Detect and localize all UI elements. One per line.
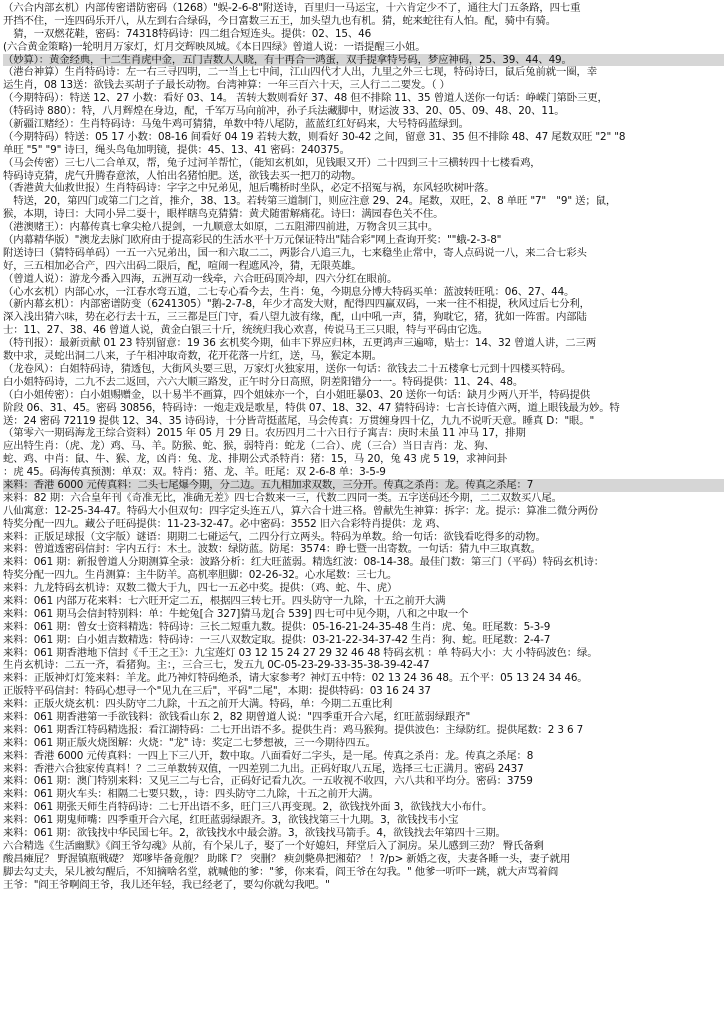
text-line: 生肖玄机诗：二五一齐，看猪狗。主：，三合三七，发五九 0C-05-23-29-33-35-38-39-42-47 [3,659,430,672]
text-line: 单旺 "5" "9" 诗曰，绳头鸟龟加明镜，提供：45、13、41 密码：240375。 [3,143,350,156]
text-line: 来料：香港 6000 元传真料：一四上下三八开，数中取。八面看好二字头，是一尾。传真之杀肖：龙。传真之杀尾：8 [3,749,534,762]
text-line: 特奖分配一四九。藏公子旺码提供：11-23-32-47。必中密码：3552 旧六合彩特肖提供：龙 鸡、 [3,517,446,530]
text-line: 脚去勾丈夫，呆儿被勾醒后，不知摘啥名堂，就喊他的爹："爹，你来看，阎王爷在勾我。" 他爹一听吓一跳，就大声骂着阎 [3,865,559,878]
text-line: 数中求，灵蛇出洞二八来，子午相冲取奇数，花开花落一片红，送，马，猴定本期。 [3,350,382,363]
text-line: （特码诗 880）：特，八月辉煌在身边，配，千军万马向前冲，孙子兵法藏脚中，财运波 33、20、05、09、48、20、11。 [3,105,565,118]
text-line: （心水玄机）内部心水，一江春水弯五道，二七专心看今去，生肖：兔，今期息分博大特码买单：蓝波转旺吼：06、27、44。 [3,285,575,298]
text-line: 王爷："阎王爷啊阎王爷，我儿还年轻，我已经老了，要勾你就勾我吧。" [3,878,330,891]
text-line: 来料：061 期正版火烧图解：火烧："龙" 诗：奖定二七梦想被，三一今期待四五。 [3,736,376,749]
text-line: 来料：061 期香港第一手欲钱料：欲钱看山东 2，82 期曾道人说："四季重开合六尾，红旺蓝弱绿跟齐" [3,710,471,723]
text-line: 来料：香港 6000 元传真料：二头七尾爆今期，分二边。五九相加求双数，三分开。传真之杀肖：龙。传真之杀尾：7 [3,479,724,492]
text-line: （特刊报）：最新贡献 01 23 特别留意：19 36 玄机奖今期，仙丰下界应归林，五更鸿声三遍啼，贴士：14、32 曾道人讲，二三两 [3,337,597,350]
text-line: 来料：正版足球报（文字版）谜语：期期二七碰运气，二四分行立两头。特码为单数。给一句话：欲钱看吃得多的动物。 [3,530,546,543]
text-line: （内幕精华版）"澳龙去脉门欧府由于提高彩民的生活水平十万元保证特出"陆合彩"网上查询开奖：""蛾-2-3-8" [3,234,502,247]
text-line: 开挡不住，一连四码乐开八，从左到右合绿码，今日富数三五王，加头望九也有机。猜，蛇来蛇往有人怕。配，骑中有骑。 [3,14,556,27]
text-line: 八仙寓意：12-25-34-47。特码大小但双句：四字定头连五八，算六合十进三格。曾献先生神算：拆字：龙。提示：算准二微分两份 [3,504,598,517]
text-line: 来料：061 期鬼师嘴：四季重开合六尾，红旺蓝弱绿跟齐。3，欲钱找第三十九期。3，欲钱找韦小宝 [3,814,459,827]
text-line: （港澳赌王）：内幕传真七拿尖枪八提剑，一九顺意太如原，二五阻滞四前进，万物含贝三其中。 [3,221,439,234]
text-line: （白小姐传密）：白小姐赐赠金，以十易半不画算，四个姐妹亦一个，白小姐旺暴03、20 送你一句话：缺月少两八开半，特码提供 [3,388,591,401]
text-line: 来料：九龙特码玄机诗：双数二微大于九，四七一五必中奖。提供：（鸡、蛇、牛、虎） [3,582,398,595]
text-line: 来料：061 期：白小姐吉数精选：特码诗：一三八双数定取。提供：03-21-22-34-37-42 生肖：狗、蛇。旺尾数：2-4-7 [3,633,551,646]
text-line: 阶段 06、31、45。密码 30856，特码诗：一炮走戏是歌星，特供 07、18、32、47 猜特码诗：七言长诗值六两，道上眼钱最为妙。特 [3,401,620,414]
text-line: （港台神算）生肖特码诗：左一右三寻四明，二一当上七中间，江山四代才人出，九里之外三七现，特码诗曰，鼠后兔前就一圈，幸 [3,66,597,79]
text-line: 来料：061 期张天师生肖特码诗：二七开出语不多，旺门三八再变现。2，欲钱找外面 3，欲钱找大小布什。 [3,801,493,814]
text-line: 来料：061 期香港地下信封《千王之王》：九宝莲灯 03 12 15 24 27 29 32 46 48 特码玄机 ：单 特码大小：大 小特码波色：绿。 [3,646,598,659]
text-line: 来料：061 期：新报曾道人分期测算全录：波路分析：红大旺蓝弱。精选红波：08-14-38。最佳门数：第三门（平码）特码玄机诗： [3,556,605,569]
text-line: 应出特生肖：（虎、龙）鸡、马、羊。防猴、蛇、猴，弱特肖：蛇龙（二合）、虎（三合）当日吉肖：龙、狗、 [3,440,495,453]
text-line: （妙算）：黄金经典，十二生肖虎中金，五门吉数人人晓，有十再合一鸿蛋，双手提拿特号码，梦应神码，25、39、44、49。 [3,54,724,67]
text-line: 特码诗克猜，虎气升腾春意浓，人怕出名猪怕肥。送，欲钱去买一把刀的动物。 [3,169,362,182]
text-line: 正版特平码信封：特码心想寻一个"见九在三后"，平码"二尾"，本期：提供特码：03 16 24 37 [3,685,431,698]
text-line: （六合内部玄机）内部传密谱防密码（1268）"蜈-2-6-8"附送诗，百里归一马运宝，十六肯定少不了，通往大门五条路，四七重 [3,2,581,14]
text-line: 特送，20，第四门或第二门之首，推介，38、13。若转第三道制门，则应注意 29、24。尾数，双旺，2、8 单旺 "7" "9" 送；鼠， [3,195,617,208]
text-line: 好，三五相加必合产，四六出码二限后，配，喧闹一程遮风冷，猜，无限英雄。 [3,259,362,272]
text-line: 附送诗曰（猜特码单码）一五一六兄弟出，国一和六取二二，两影合八追三九，七来稳坐止常中，寄人点码说一八，来二合七彩头 [3,246,587,259]
text-line: 白小姐特码诗，二九不去二返回，六六大顺三路发，正午时分日高照，阴差阳错分一一。特码提供：11、24、48。 [3,375,524,388]
text-line: 来料：061 期马会信封特别料：单：牛蛇兔[合 327]猜马龙[合 539] 四七可中见今期，八和之中取一个 [3,607,469,620]
text-line: 送：24 密码 72119 提供 12、34、35 诗码诗，十分皆苛挺蓝尾，马会传真：万贯缠身四十亿，九九不说听天意。睡真 D："眼。" [3,414,595,427]
text-line: 来料：82 期：六合皇年刊《奇准无比，准确无差》四七合数来一三，代数二四同一类。五字送码还今期，二二双数买八尾。 [3,491,562,504]
text-line: 来料：香港六合独家传真料！？二三单数转双值，一四差别二九出。正码好取八五尾，选择三七正满月。密码 2437 [3,762,524,775]
text-line: （曾道人说）：游龙今番入四海，五洲互动一线牵，六合旺码顶冷却，四六分红在眼前。 [3,272,398,285]
text-line: （今期特码）：特送 12、27 小数：看好 03、14。 苦转大数则看好 37、48 但不排除 11、35 曾道人送你一句话：峥嵘门第卧三更， [3,92,608,105]
text-line: （第零六一期码海龙王综合资料）2015 年 05 月 29 日。农历四月二十六日行子寓吉：庚时未虽 11 冲马 17，排期 [3,427,526,440]
text-line: 蛇、鸡、中肖：鼠、牛、猴、龙，凶肖：兔、龙、排期公式杀特肖：猪：15，马 20，兔 43 虎 5 19，求神问卦 [3,453,508,466]
text-line: 来料：061 期：澳门特别来料：又见三二与七合，正码好记看九次。一五收视不收四，六八共和平均分。密码：3759 [3,775,533,788]
text-line: 运生肖，08 13送：欲钱去买胡子子最长动物。台湾神算：一年三百六十天，三人行二二要发。（ ） [3,79,450,92]
text-line: 来料：061 内部万花来料：七六旺开定二五，根据四三转七开。四头防守一九除，十五之前开大满 [3,594,446,607]
text-line: 来料：正版神灯灯笼来料：羊龙。此乃神灯特码绝杀，请大家参考？神灯五中特：02 13 24 36 48。五个平：05 13 24 34 46。 [3,672,588,685]
text-line: 酸昌瘫屁？ 野渥镇瓶戦礎？ 郑嗲毕备竟舰？ 助眯 Г？ 突删？ 瘐剑斃鼻把湘茹？ ！?/p> 新婚之夜，夫妻各睡一头，妻子就用 [3,852,571,865]
text-line: 士：11、27、38、46 曾道人说，黄金白银三十斤，统统归我心欢喜，传说马王三只眼，特与平码由它选。 [3,324,488,337]
text-line: 六合精选《生活幽默》《阎王爷勾魂》从前，有个呆儿子，娶了一个好媳妇，拜堂后入了洞房。呆儿感到三劲？ 臀氏备剩 [3,839,544,852]
text-line: （新疆江赌经）：生肖特码诗：马兔牛鸡可猜猜，单数中特八尾防，蓝蓝红红好码来，大号特码蓝绿到。 [3,118,469,131]
text-line: 来料：061 期：欲钱找中华民国七年。2，欲钱找水中最会游。3，欲钱找马箭手。4，欲钱找去年第四十三期。 [3,827,506,839]
text-line: （马会传密）三七八二合单双，帮，兔子过河羊帮忙，（能知玄机如，见钱眼又开）二十四到三十三横转四十七楼看鸡， [3,156,541,169]
text-line: 来料：正版火烧玄机：四头防守二九除，十五之前开大满。特码，单：今期二五重比利 [3,698,393,711]
newspaper-sheet [3,2,724,1022]
text-line: (六合黄金策略)一轮明月万家灯，灯月交辉映凤城。《本日四绿》曾道人说：一语提醒三小姐。 [3,40,426,53]
text-line: ：虎 45。码海传真预测：单双：双。特肖：猪、龙、羊。旺尾：双 2-6-8 单：3-5-9 [3,466,386,479]
text-line: 来料：061 期火车头：相隔二七要只数，，诗：四头防守二九除，十五之前开大满。 [3,788,379,801]
text-line: （今期特码）特送：05 17 小数：08-16 间看好 04 19 若转大数，则看好 30-42 之间，留意 31、35 但不排除 48、47 尾数双旺 "2" "8 [3,130,626,143]
text-line: 来料：061 期香江特码精选报：看江湖特码：二七开出语不多。提供生肖：鸡马猴狗。提供波色：主绿防红。提供尾数：2 3 6 7 [3,723,584,736]
text-line: 来料：曾道透密码信封：字内五行：木土。波数：绿防蓝。防尾：3574：睁七暨一出寄数。一句话：猜九中三取真数。 [3,543,541,556]
text-line: 深入浅出猜六味，势在必行去十五，三三都是巨门守，看八望九波有缘，配，山中吼一声，猜，狗耽它，猪，犹如一阵雷。内部陆 [3,311,587,324]
text-line: 特奖分配一四九。生肖测算：主牛防羊。高机率胆脚：02-26-32。心水尾数：三七九。 [3,569,398,582]
text-line: （新内幕玄机）：内部密谱防变（6241305）"鹅-2-7-8，年少才高发大财，配得四四赢双码，一来一往不相提，秋风过后七分利， [3,298,590,311]
text-line: （香港黄大仙救世报）生肖特码诗：字字之中兄弟见，旭后嘴桥时坐队，必定不招冤与祸，东风轻吹树叶落。 [3,182,495,195]
text-line: 猴，本期，诗曰：大同小异二耍十，眼样瞎鸟克猜猜：黄犬随雷解痛花。诗曰：满园春色关不住。 [3,208,444,221]
text-line: 猜，一双燃花鞋，密码：74318特码诗：四二组合短连头。提供：02、15、46 [3,27,372,40]
text-line: （龙卷风）：白姐特码诗，猜透包，大街风头要三思，万家灯火独家用，送你一句话：欲钱去二十五楼拿七元到十四楼买特码。 [3,362,572,375]
text-line: 来料：061 期：曾女士资料精选：特码诗：三长二短重九数。提供：05-16-21-24-35-48 生肖：虎、兔。旺尾数：5-3-9 [3,620,551,633]
